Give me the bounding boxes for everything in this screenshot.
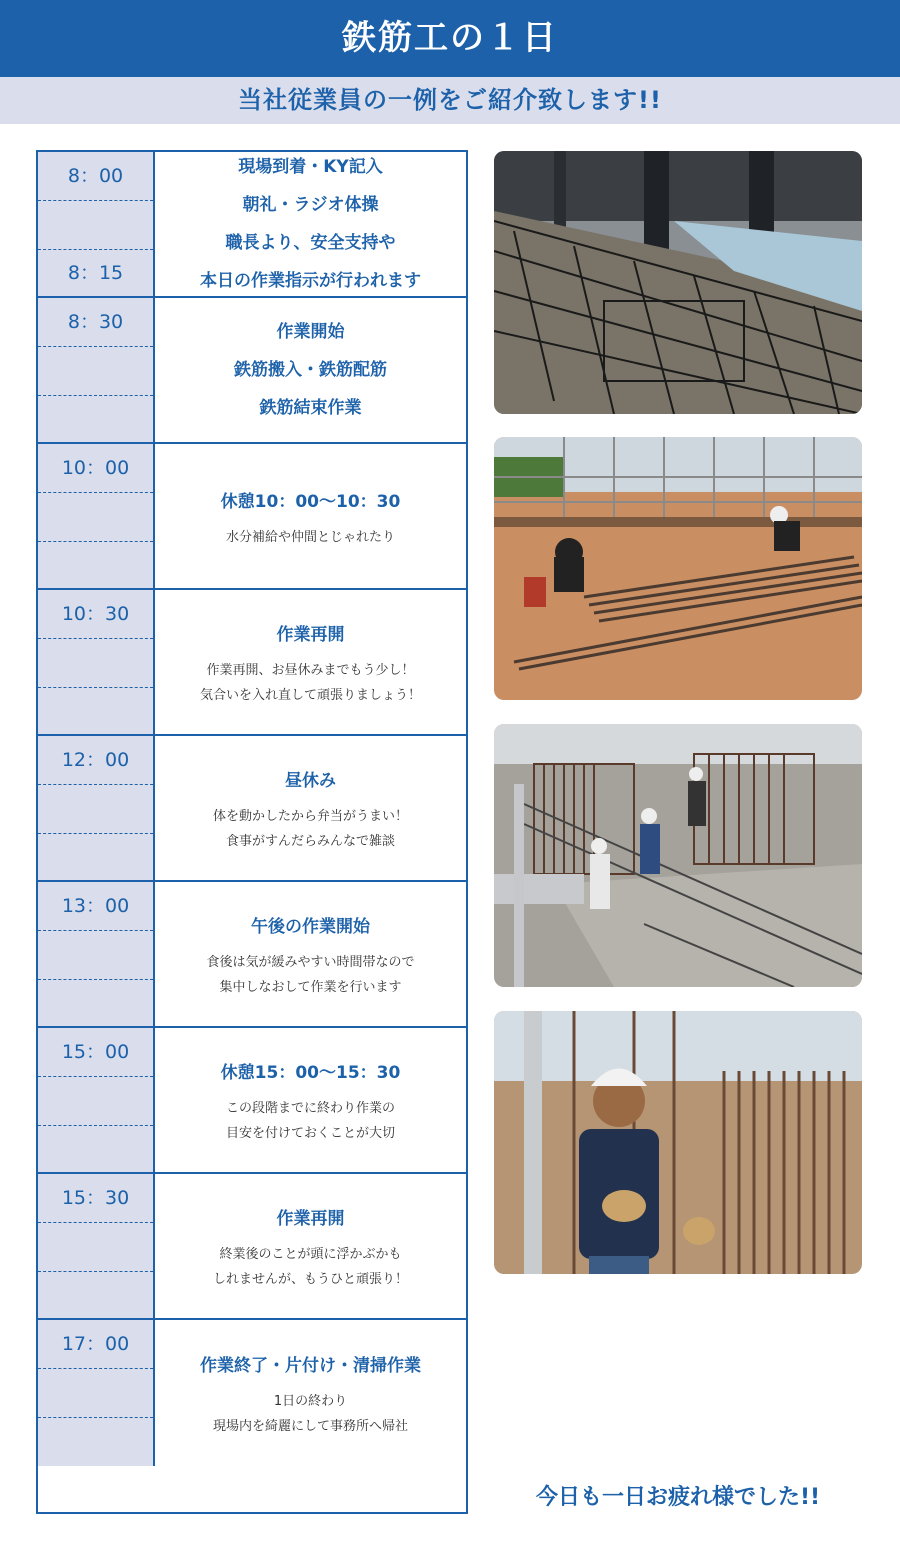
- activity-title: [234, 313, 387, 427]
- activity-title: [221, 483, 401, 521]
- time-divider: [38, 784, 153, 785]
- time-divider: [38, 346, 153, 347]
- time-column: [38, 1028, 155, 1172]
- activity-description: [226, 1096, 395, 1146]
- activity-title: [285, 762, 336, 800]
- activity-description-line: 食後は気が緩みやすい時間帯なので: [206, 955, 415, 970]
- activity-title-line: 作業再開: [276, 1209, 345, 1229]
- activity-description: [213, 804, 408, 854]
- schedule-content: [155, 1174, 466, 1318]
- schedule-block: [38, 736, 466, 882]
- activity-title-line: 作業終了・片付け・清掃作業: [200, 1356, 421, 1376]
- time-divider: [38, 833, 153, 834]
- time-column: [38, 590, 155, 734]
- activity-description: [200, 658, 421, 708]
- time-label: 10：30: [61, 603, 130, 625]
- activity-title: [251, 908, 370, 946]
- time-divider: [38, 1368, 153, 1369]
- page-subtitle: 当社従業員の一例をご紹介致します!!: [0, 77, 900, 124]
- activity-description-line: 気合いを入れ直して頑張りましょう！: [199, 688, 421, 703]
- time-column: [38, 1320, 155, 1466]
- activity-title-line: 鉄筋搬入・鉄筋配筋: [234, 360, 387, 380]
- time-label: 17：00: [61, 1333, 130, 1355]
- activity-description-line: しれませんが、もうひと頑張り！: [212, 1272, 408, 1287]
- activity-description-line: この段階までに終わり作業の: [225, 1101, 395, 1116]
- activity-title-line: 午後の作業開始: [251, 917, 370, 937]
- time-column: [38, 298, 155, 442]
- page-title: 鉄筋工の１日: [0, 0, 900, 77]
- activity-description-line: 集中しなおして作業を行います: [219, 980, 402, 995]
- time-divider: [38, 1271, 153, 1272]
- time-label: 10：00: [61, 457, 130, 479]
- activity-title-line: 作業開始: [276, 322, 345, 342]
- activity-description-line: 食事がすんだらみんなで雑談: [225, 834, 395, 849]
- schedule-table: [36, 150, 468, 1514]
- time-column: [38, 736, 155, 880]
- activity-description-line: 目安を付けておくことが大切: [225, 1126, 395, 1141]
- time-column: [38, 1174, 155, 1318]
- activity-description: [213, 1389, 408, 1439]
- time-label: 15：30: [61, 1187, 130, 1209]
- schedule-block: [38, 882, 466, 1028]
- activity-description-line: 作業再開、お昼休みまでもう少し！: [206, 663, 415, 678]
- time-column: [38, 882, 155, 1026]
- activity-description-line: 現場内を綺麗にして事務所へ帰社: [212, 1419, 408, 1434]
- rebar-site-workers-photo: [494, 724, 862, 987]
- schedule-block: [38, 1028, 466, 1174]
- schedule-block: [38, 1174, 466, 1320]
- schedule-content: [155, 736, 466, 880]
- closing-message: 今日も一日お疲れ様でした!!: [535, 1485, 821, 1510]
- schedule-content: [155, 444, 466, 588]
- time-label: 8：15: [67, 262, 124, 284]
- schedule-block: [38, 444, 466, 590]
- activity-title: [200, 148, 421, 300]
- schedule-block: [38, 590, 466, 736]
- time-label: 8：30: [67, 311, 124, 333]
- time-divider: [38, 200, 153, 201]
- time-divider: [38, 1076, 153, 1077]
- time-column: [38, 444, 155, 588]
- time-divider: [38, 492, 153, 493]
- activity-title-line: 現場到着・KY記入: [238, 157, 383, 177]
- activity-description-line: 体を動かしたから弁当がうまい！: [212, 809, 408, 824]
- schedule-content: [155, 882, 466, 1026]
- time-divider: [38, 1222, 153, 1223]
- activity-title-line: 休憩15：00～15：30: [220, 1063, 401, 1083]
- schedule-content: [155, 152, 466, 296]
- time-label: 12：00: [61, 749, 130, 771]
- schedule-block: [38, 298, 466, 444]
- activity-title-line: 作業再開: [276, 625, 345, 645]
- schedule-content: [155, 298, 466, 442]
- worker-thumbs-up-photo: [494, 1011, 862, 1274]
- time-divider: [38, 930, 153, 931]
- time-divider: [38, 1417, 153, 1418]
- activity-title: [277, 1200, 345, 1238]
- activity-title: [277, 616, 345, 654]
- time-column: [38, 152, 155, 296]
- time-label: 13：00: [61, 895, 130, 917]
- activity-description: [206, 950, 414, 1000]
- rebar-cage-photo: [494, 151, 862, 414]
- time-label: 8：00: [67, 165, 124, 187]
- activity-description-line: 終業後のことが頭に浮かぶかも: [219, 1247, 402, 1262]
- schedule-block: [38, 1320, 466, 1466]
- activity-title-line: 職長より、安全支持や: [225, 233, 396, 253]
- time-divider: [38, 1125, 153, 1126]
- time-divider: [38, 687, 153, 688]
- workers-laying-rebar-photo: [494, 437, 862, 700]
- schedule-content: [155, 1028, 466, 1172]
- activity-title: [221, 1054, 401, 1092]
- schedule-content: [155, 1320, 466, 1466]
- schedule-block: [38, 152, 466, 298]
- time-label: 15：00: [61, 1041, 130, 1063]
- time-divider: [38, 979, 153, 980]
- activity-title-line: 鉄筋結束作業: [259, 398, 362, 418]
- schedule-content: [155, 590, 466, 734]
- activity-title-line: 休憩10：00～10：30: [220, 491, 401, 512]
- activity-title-line: 昼休み: [285, 771, 336, 791]
- activity-description-line: 1日の終わり: [273, 1394, 348, 1409]
- activity-description: [226, 525, 395, 550]
- activity-title-line: 朝礼・ラジオ体操: [242, 195, 379, 215]
- time-divider: [38, 395, 153, 396]
- activity-title: [200, 1347, 421, 1385]
- activity-title-line: 本日の作業指示が行われます: [200, 271, 421, 291]
- activity-description: [213, 1242, 408, 1292]
- activity-description-line: 水分補給や仲間とじゃれたり: [225, 529, 395, 545]
- time-divider: [38, 541, 153, 542]
- time-divider: [38, 638, 153, 639]
